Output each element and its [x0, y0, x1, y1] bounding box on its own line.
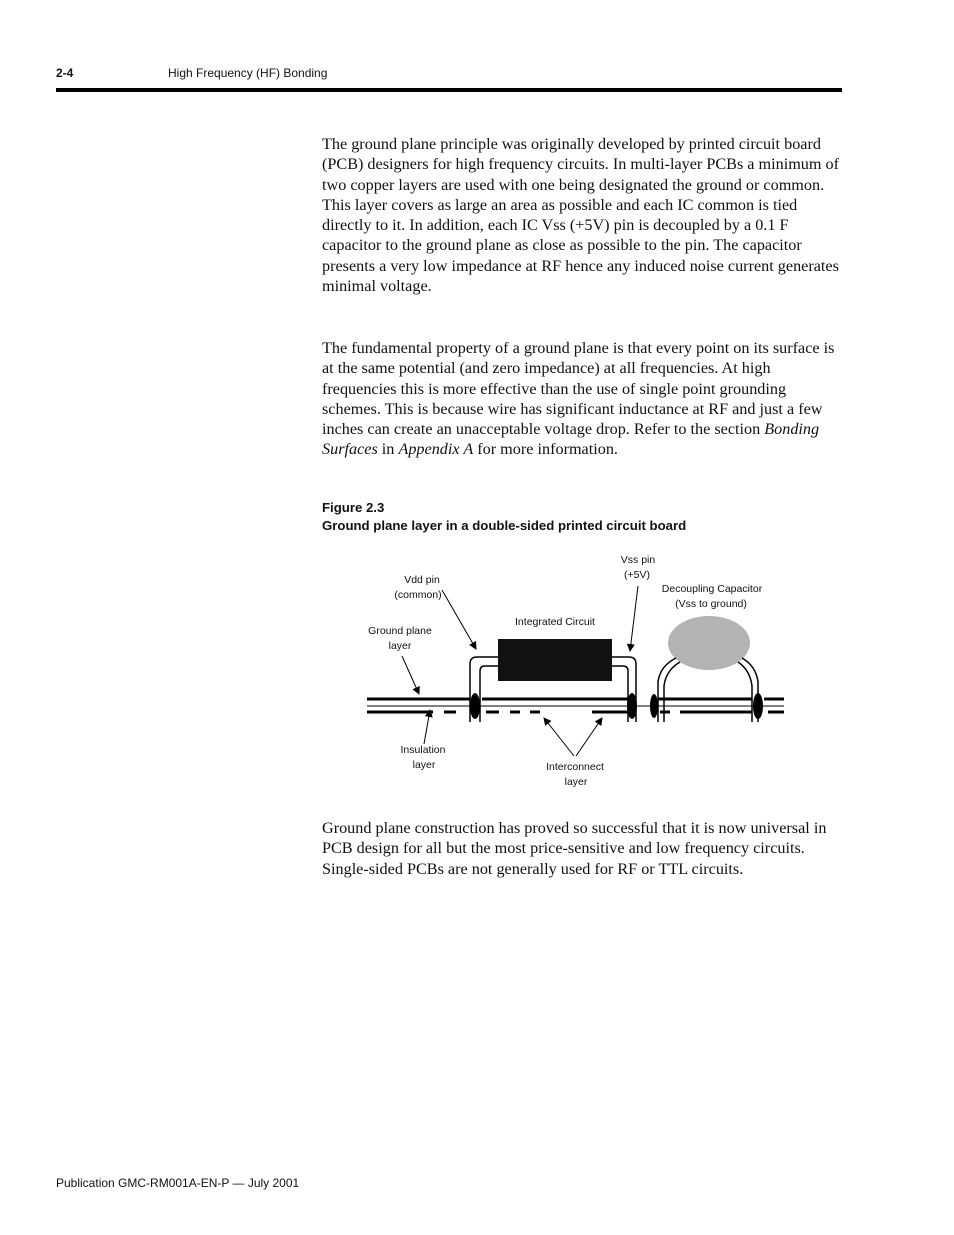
- label-ground-plane-layer: layer: [388, 640, 412, 652]
- label-insulation: Insulation: [400, 744, 446, 756]
- label-integrated-circuit: Integrated Circuit: [515, 616, 595, 628]
- paragraph-text: The fundamental property of a ground plane is that every point on its surface is at the same potential (and zero impedance) at all frequencies. At high frequencies this is more effective than the use of single point grounding schemes. This is because wire has significant inductance at RF and just a few inches can create an unacceptable voltage drop. Refer to the section: [322, 339, 835, 439]
- label-ground-plane: Ground plane: [368, 625, 432, 637]
- page-number: 2-4: [56, 66, 74, 80]
- ground-plane-arrow: [402, 656, 419, 694]
- label-insulation-layer: layer: [412, 759, 436, 771]
- decoupling-capacitor: [668, 616, 750, 670]
- label-vdd-pin: Vdd pin: [404, 574, 440, 586]
- paragraph-text: for more information.: [473, 440, 618, 459]
- paragraph-text: in: [377, 440, 399, 459]
- figure-title: Ground plane layer in a double-sided printed circuit board: [322, 518, 687, 533]
- paragraph-ground-plane-principle: The ground plane principle was originally developed by printed circuit board (PCB) designers for high frequency circuits. In multi-layer PCBs a minimum of two copper layers are used with one being designated the ground or common. This layer covers as large an area as possible and each IC common is tied directly to it. In addition, each IC Vss (+5V) pin is decoupled by a 0.1 F capacitor to the ground plane as close as possible to the pin. The capacitor presents a very low impedance at RF hence any induced noise current generates minimal voltage.: [322, 135, 840, 296]
- figure-number: Figure 2.3: [322, 500, 385, 515]
- label-interconnect: Interconnect: [546, 761, 604, 773]
- interconnect-arrow-right: [576, 718, 602, 756]
- reference-appendix-a: Appendix A: [398, 440, 474, 459]
- reference-bonding-surfaces: Bonding Surfaces: [322, 420, 820, 459]
- running-header-title: High Frequency (HF) Bonding: [168, 66, 328, 80]
- label-vdd-pin-common: (common): [394, 589, 442, 601]
- interconnect-arrow-left: [544, 718, 574, 756]
- vdd-pin-arrow: [442, 590, 476, 649]
- label-vss-pin-5v: (+5V): [624, 569, 650, 581]
- vss-pin-arrow: [630, 586, 638, 651]
- label-decoupling-capacitor: Decoupling Capacitor: [661, 583, 763, 595]
- label-interconnect-layer: layer: [564, 776, 588, 788]
- paragraph-ground-plane-construction: Ground plane construction has proved so successful that it is now universal in PCB design for all but the most price-sensitive and low frequency circuits. Single-sided PCBs are not generally used for RF or TTL circuits.: [322, 819, 827, 878]
- footer-publication: Publication GMC-RM001A-EN-P — July 2001: [56, 1176, 300, 1190]
- label-vss-to-ground: (Vss to ground): [675, 598, 747, 610]
- label-vss-pin: Vss pin: [620, 554, 656, 566]
- integrated-circuit-chip: [498, 639, 612, 681]
- insulation-arrow: [424, 710, 430, 744]
